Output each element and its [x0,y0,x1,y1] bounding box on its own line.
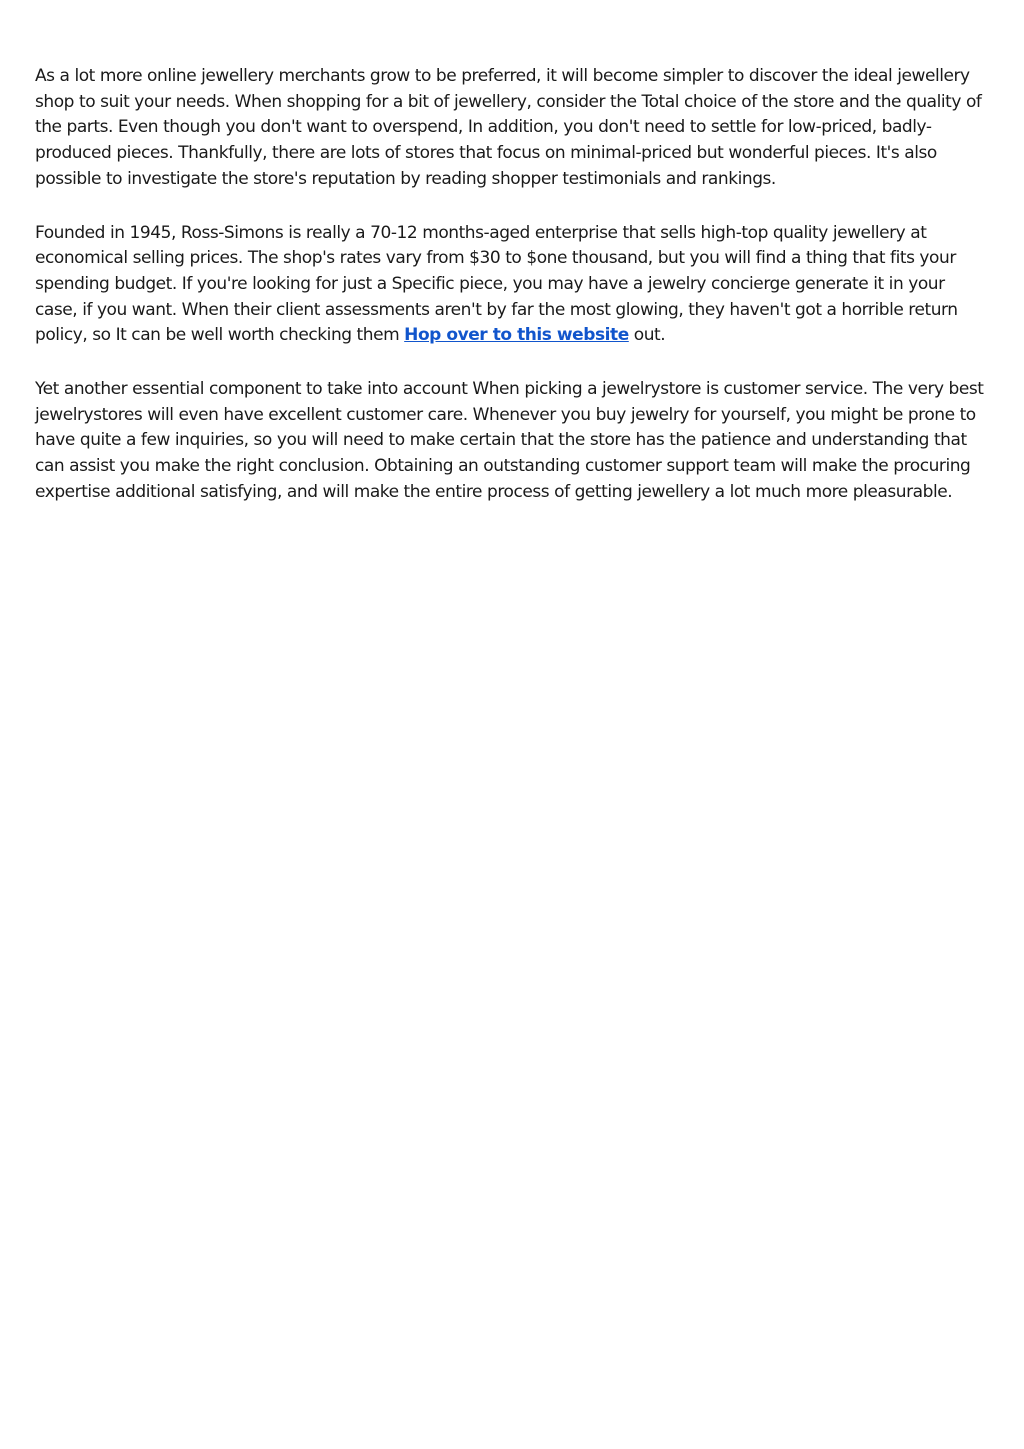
paragraph-2-text-before-link: Founded in 1945, Ross-Simons is really a 70-12 months-aged enterprise that sells high-top quality jewellery at economical selling prices. The shop's rates vary from $30 to $one thousand, but you will find a thing that fits your spending budget. If you're looking for just a Specific piece, you may have a jewelry concierge generate it in your case, if you want. When their client assessments aren't by far the most glowing, they haven't got a horrible return policy, so It can be well worth checking them [35,222,958,346]
paragraph-3: Yet another essential component to take into account When picking a jewelrystore is customer service. The very best jewelrystores will even have excellent customer care. Whenever you buy jewelry for yourself, you might be prone to have quite a few inquiries, so you will need to make certain that the store has the patience and understanding that can assist you make the right conclusion. Obtaining an outstanding customer support team will make the procuring expertise additional satisfying, and will make the entire process of getting jewellery a lot much more pleasurable. [35,379,984,502]
hop-over-link[interactable]: Hop over to this website [404,325,629,346]
paragraph-2-text-after-link: out. [628,325,666,346]
article-body [35,64,990,534]
paragraph-2 [35,221,990,350]
paragraph-1: As a lot more online jewellery merchants grow to be preferred, it will become simpler to discover the ideal jewellery shop to suit your needs. When shopping for a bit of jewellery, consider the Total choice of the store and the quality of the parts. Even though you don't want to overspend, In addition, you don't need to settle for low-priced, badly-produced pieces. Thankfully, there are lots of stores that focus on minimal-priced but wonderful pieces. It's also possible to investigate the store's reputation by reading shopper testimonials and rankings. [35,66,982,189]
